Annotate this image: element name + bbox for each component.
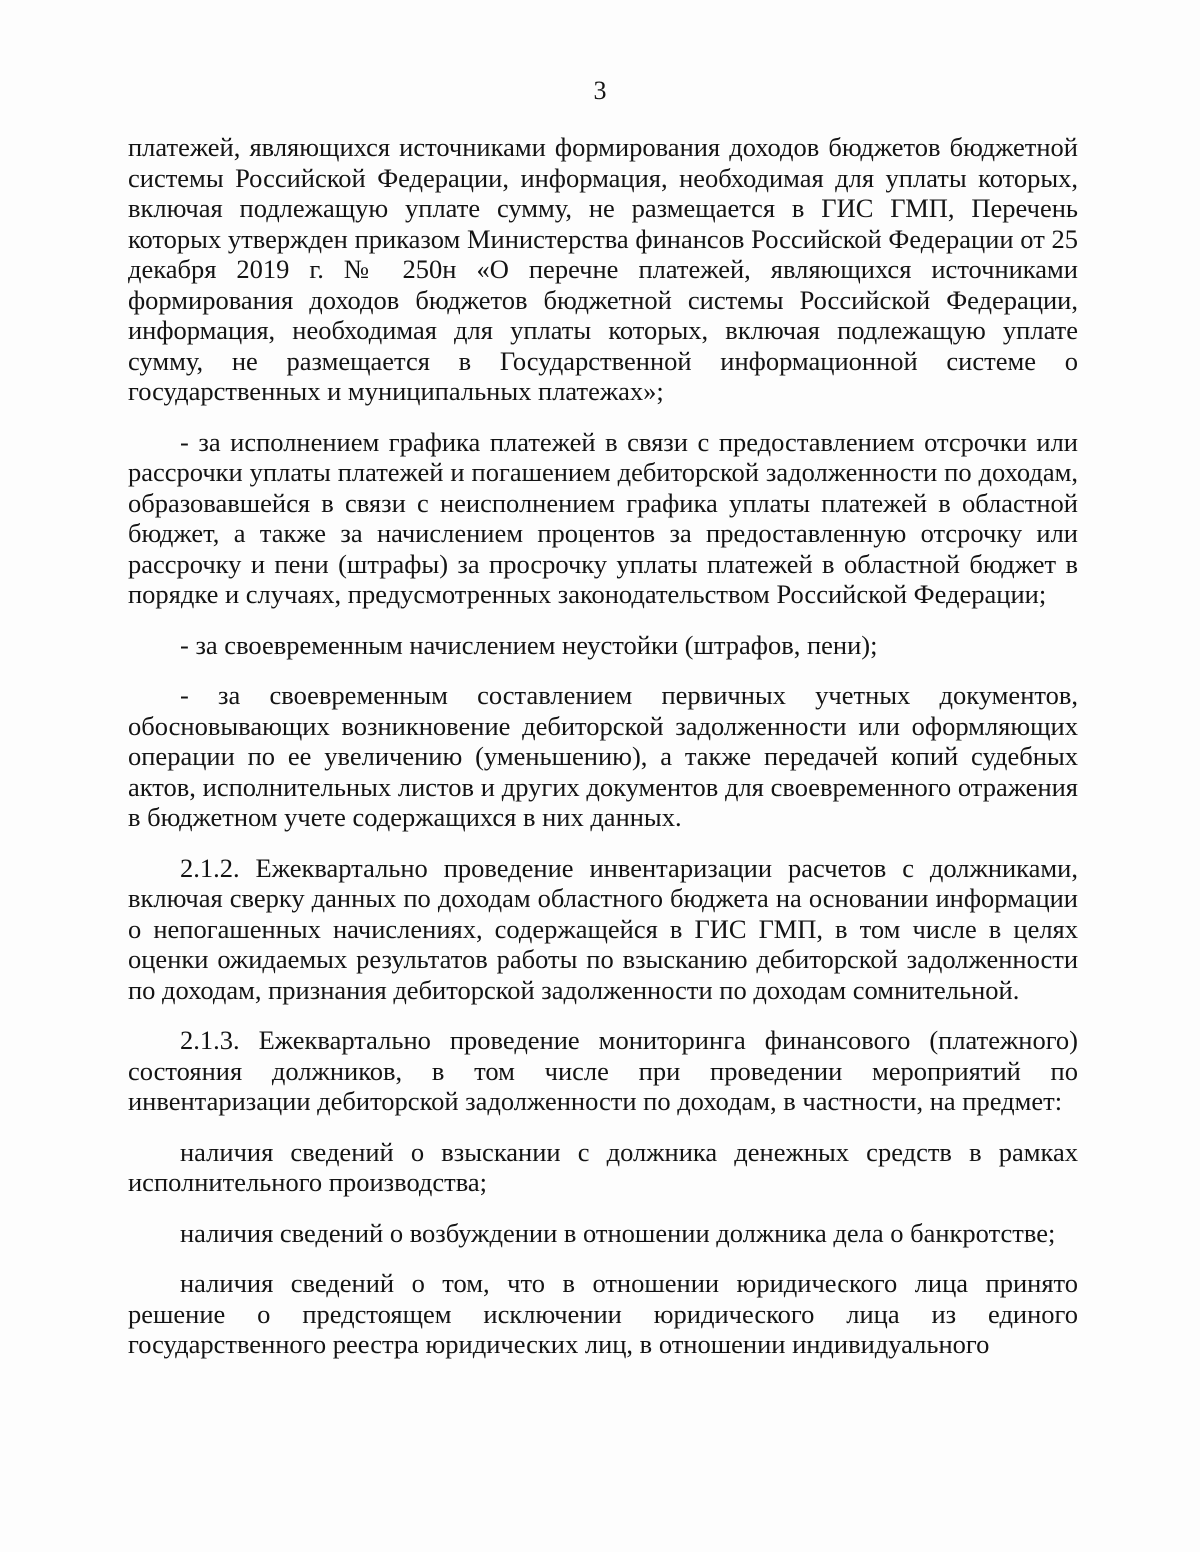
paragraph-payments-list-continuation: платежей, являющихся источниками формирования доходов бюджетов бюджетной системы Российской Федерации, информация, необходимая для уплаты которых, включая подлежащую уплате сумму, не размещается в ГИС ГМП, Перечень которых утвержден приказом Министерства финансов Российской Федерации от 25 декабря 2019 г. № 250н «О перечне платежей, являющихся источниками формирования доходов бюджетов бюджетной системы Российской Федерации, информация, необходимая для уплаты которых, включая подлежащую уплате сумму, не размещается в Государственной информационной системе о государственных и муниципальных платежах»; [128, 132, 1078, 406]
paragraph-section-2-1-3: 2.1.3. Ежеквартально проведение мониторинга финансового (платежного) состояния должников, в том числе при проведении мероприятий по инвентаризации дебиторской задолженности по доходам, в частности, на предмет: [128, 1025, 1078, 1116]
paragraph-register-exclusion: наличия сведений о том, что в отношении юридического лица принято решение о предстоящем исключении юридического лица из единого государственного реестра юридических лиц, в отношении индивидуального [128, 1268, 1078, 1359]
paragraph-section-2-1-2: 2.1.2. Ежеквартально проведение инвентаризации расчетов с должниками, включая сверку данных по доходам областного бюджета на основании информации о непогашенных начислениях, содержащейся в ГИС ГМП, в том числе в целях оценки ожидаемых результатов работы по взысканию дебиторской задолженности по доходам, признания дебиторской задолженности по доходам сомнительной. [128, 852, 1078, 1005]
paragraph-primary-documents-control: - за своевременным составлением первичных учетных документов, обосновывающих возникновение дебиторской задолженности или оформляющих операции по ее увеличению (уменьшению), а также передачей копий судебных актов, исполнительных листов и других документов для своевременного отражения в бюджетном учете содержащихся в них данных. [128, 680, 1078, 832]
page-number: 3 [593, 76, 607, 105]
paragraph-enforcement-proceedings: наличия сведений о взыскании с должника денежных средств в рамках исполнительного производства; [128, 1136, 1078, 1197]
paragraph-payment-schedule-control: - за исполнением графика платежей в связи с предоставлением отсрочки или рассрочки уплаты платежей и погашением дебиторской задолженности по доходам, образовавшейся в связи с неисполнением графика уплаты платежей в областной бюджет, а также за начислением процентов за предоставленную отсрочку или рассрочку и пени (штрафы) за просрочку уплаты платежей в областной бюджет в порядке и случаях, предусмотренных законодательством Российской Федерации; [128, 426, 1078, 609]
paragraph-bankruptcy-case: наличия сведений о возбуждении в отношении должника дела о банкротстве; [180, 1217, 1056, 1248]
paragraph-penalty-accrual-control: - за своевременным начислением неустойки (штрафов, пени); [180, 629, 878, 660]
document-body [128, 132, 1078, 1360]
